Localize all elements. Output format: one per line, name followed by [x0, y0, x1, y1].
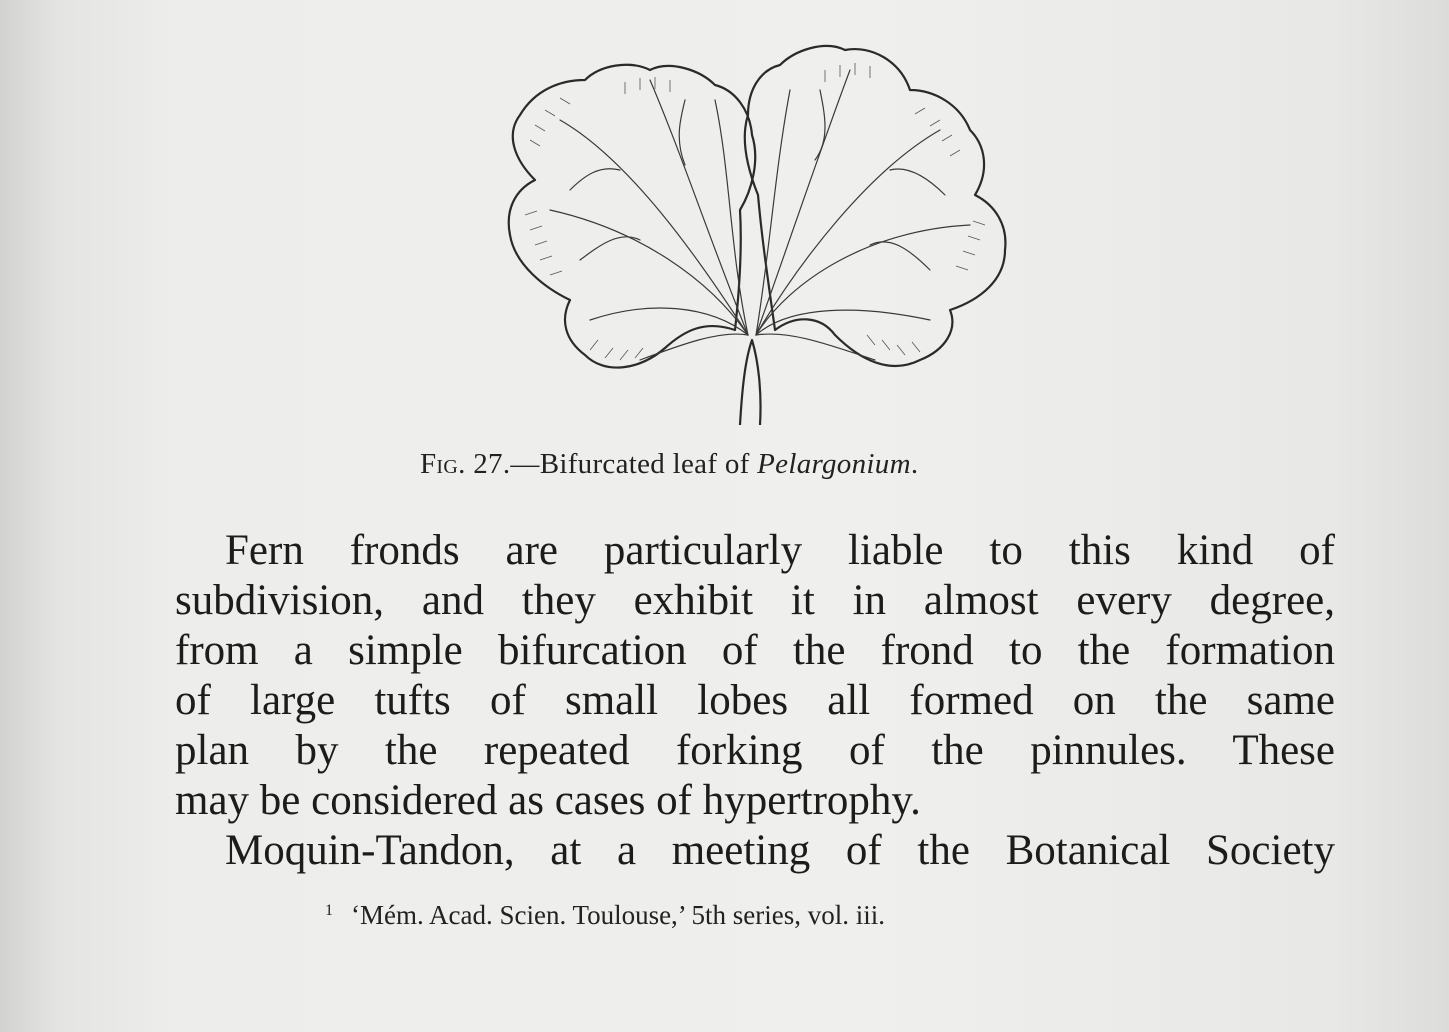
text-line: may be considered as cases of hypertrophy.	[175, 777, 921, 824]
figure-species: Pelargonium	[757, 448, 911, 480]
leaf-illustration	[490, 30, 1030, 425]
figure-caption	[420, 448, 1120, 481]
body-paragraph	[175, 526, 1335, 876]
right-leaf-lobe	[745, 46, 1006, 366]
text-line: of large tufts of small lobes all formed on the same	[175, 677, 1335, 724]
figure-description: —Bifurcated leaf of	[510, 448, 758, 480]
footnote	[325, 900, 1155, 931]
figure-number: 27.	[465, 448, 511, 480]
text-line: from a simple bifurcation of the frond to the formation	[175, 627, 1335, 674]
leaf-stem	[740, 340, 761, 425]
pelargonium-leaf-drawing	[490, 30, 1030, 425]
text-line: Moquin-Tandon, at a meeting of the Botanical Society	[225, 827, 1335, 874]
text-line: subdivision, and they exhibit it in almost every degree,	[175, 577, 1335, 624]
footnote-text: ‘Mém. Acad. Scien. Toulouse,’ 5th series, vol. iii.	[351, 900, 886, 930]
text-line: plan by the repeated forking of the pinnules. These	[175, 727, 1335, 774]
footnote-marker: 1	[325, 902, 333, 919]
figure-period: .	[910, 448, 919, 480]
figure-label: Fig.	[420, 448, 466, 480]
text-line: Fern fronds are particularly liable to this kind of	[225, 527, 1335, 574]
